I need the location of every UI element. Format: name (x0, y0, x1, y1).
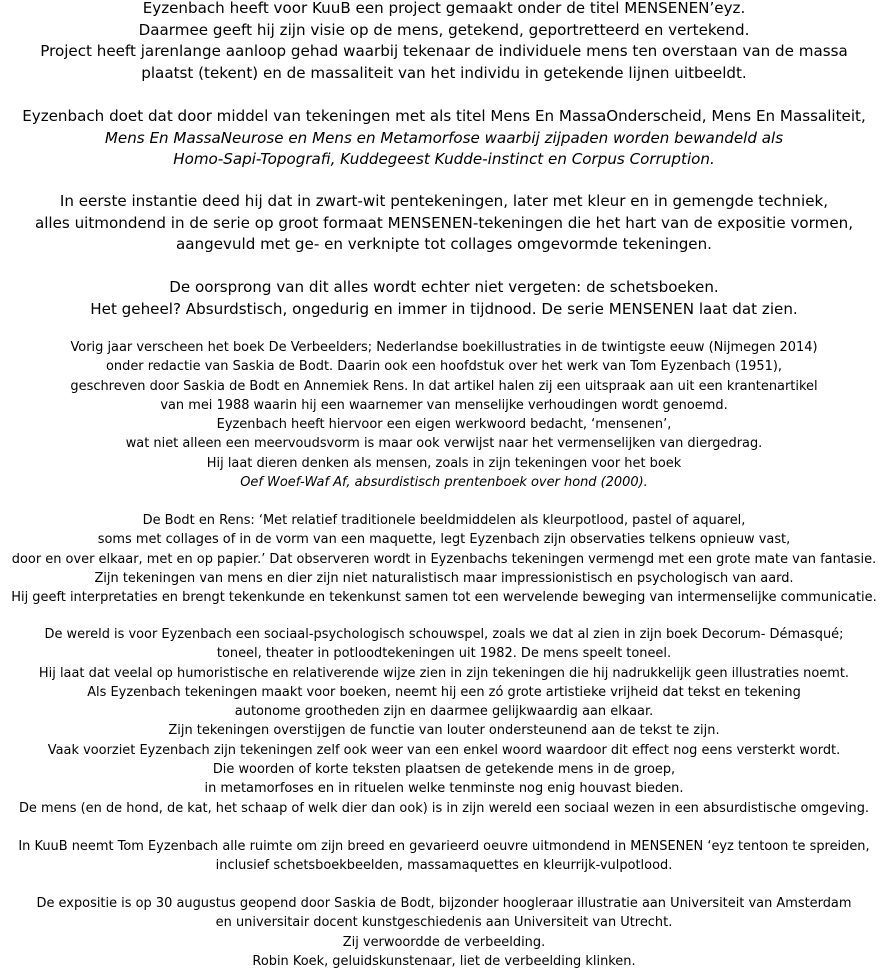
text-line: Robin Koek, geluidskunstenaar, liet de verbeelding klinken. (252, 953, 636, 969)
text-line: De wereld is voor Eyzenbach een sociaal-psychologisch schouwspel, zoals we dat al zien in zijn boek Decorum- Démasqué; (44, 627, 844, 642)
paragraph-titles (0, 106, 888, 171)
text-line: Eyzenbach doet dat door middel van tekeningen met als titel Mens En MassaOnderscheid, Mens En Massaliteit, (22, 107, 866, 125)
paragraph-kuub (0, 837, 888, 876)
paragraph-world (0, 625, 888, 818)
paragraph-quote (0, 511, 888, 607)
text-line: wat niet alleen een meervoudsvorm is maar ook verwijst naar het vermenselijken van diergedrag. (125, 436, 763, 452)
text-line: Eyzenbach heeft hiervoor een eigen werkwoord bedacht, ‘mensenen’, (216, 417, 672, 433)
text-line: Zijn tekeningen overstijgen de functie van louter ondersteunend aan de tekst te zijn. (168, 723, 720, 739)
paragraph-book (0, 338, 888, 492)
text-line-italic: Homo-Sapi-Topografi, Kuddegeest Kudde-instinct en Corpus Corruption. (173, 150, 715, 168)
text-line: In KuuB neemt Tom Eyzenbach alle ruimte om zijn breed en gevarieerd oeuvre uitmondend in MENSENEN ‘eyz tentoon te spreiden, (18, 839, 870, 854)
text-line: Hij laat dat veelal op humoristische en relativerende wijze zien in zijn tekeningen die hij nadrukkelijk geen illustraties noemt. (38, 665, 850, 681)
text-line: Daarmee geeft hij zijn visie op de mens, getekend, geportretteerd en vertekend. (138, 20, 750, 39)
paragraph-opening (0, 894, 888, 971)
text-line-italic: Oef Woef-Waf Af, absurdistisch prentenboek over hond (2000). (240, 475, 648, 491)
text-line: Vorig jaar verscheen het boek De Verbeelders; Nederlandse boekillustraties in de twintigste eeuw (Nijmegen 2014) (70, 340, 818, 355)
text-line: In eerste instantie deed hij dat in zwart-wit pentekeningen, later met kleur en in gemengde techniek, (59, 192, 829, 210)
text-line: Hij laat dieren denken als mensen, zoals in zijn tekeningen voor het boek (206, 455, 682, 471)
text-line: en universitair docent kunstgeschiedenis aan Universiteit van Utrecht. (215, 915, 673, 931)
text-line: van mei 1988 waarin hij een waarnemer van menselijke verhoudingen wordt genoemd. (160, 397, 728, 413)
text-line: Eyzenbach heeft voor KuuB een project gemaakt onder de titel MENSENEN’eyz. (142, 0, 746, 17)
text-line: onder redactie van Saskia de Bodt. Daarin ook een hoofdstuk over het werk van Tom Eyzenbach (1951), (105, 359, 783, 375)
text-line: door en over elkaar, met en op papier.’ Dat observeren wordt in Eyzenbachs tekeningen vermengd met een grote mate van fantasie. (11, 551, 877, 567)
text-line: Die woorden of korte teksten plaatsen de getekende mens in de groep, (212, 762, 676, 778)
text-line: Zij verwoordde de verbeelding. (342, 934, 546, 950)
text-line: Zijn tekeningen van mens en dier zijn niet naturalistisch maar impressionistisch en psychologisch van aard. (94, 570, 794, 586)
text-line: Vaak voorziet Eyzenbach zijn tekeningen zelf ook weer van een enkel woord waardoor dit effect nog eens versterkt wordt. (47, 742, 841, 758)
text-line: Hij geeft interpretaties en brengt tekenkunde en tekenkunst samen tot een wervelende beweging van intermenselijke communicatie. (11, 590, 877, 606)
text-line: alles uitmondend in de serie op groot formaat MENSENEN-tekeningen die het hart van de expositie vormen, (34, 213, 854, 232)
text-line: Het geheel? Absurdstisch, ongedurig en immer in tijdnood. De serie MENSENEN laat dat zien. (90, 299, 798, 318)
text-line: inclusief schetsboekbeelden, massamaquettes en kleurrijk-vulpotlood. (215, 858, 673, 874)
text-line: De expositie is op 30 augustus geopend door Saskia de Bodt, bijzonder hoogleraar illustratie aan Universiteit van Amsterdam (36, 896, 852, 911)
text-line: in metamorfoses en in rituelen welke tenminste nog enig houvast bieden. (204, 781, 684, 797)
text-line: geschreven door Saskia de Bodt en Annemiek Rens. In dat artikel halen zij een uitspraak aan uit een krantenartikel (70, 378, 818, 394)
text-line: toneel, theater in potloodtekeningen uit 1982. De mens speelt toneel. (216, 646, 672, 662)
text-line: Project heeft jarenlange aanloop gehad waarbij tekenaar de individuele mens ten overstaan van de massa (40, 42, 848, 60)
text-line: aangevuld met ge- en verknipte tot collages omgevormde tekeningen. (176, 235, 712, 253)
text-line: De mens (en de hond, de kat, het schaap of welk dier dan ook) is in zijn wereld een sociaal wezen in een absurdistische omgeving. (18, 800, 870, 816)
text-line: De oorsprong van dit alles wordt echter niet vergeten: de schetsboeken. (169, 278, 719, 296)
text-line: Als Eyzenbach tekeningen maakt voor boeken, neemt hij een zó grote artistieke vrijheid dat tekst en tekening (87, 684, 801, 700)
paragraph-origin (0, 277, 888, 320)
text-line: plaatst (tekent) en de massaliteit van het individu in getekende lijnen uitbeeldt. (141, 63, 747, 82)
text-line-italic: Mens En MassaNeurose en Mens en Metamorfose waarbij zijpaden worden bewandeld als (104, 128, 784, 147)
paragraph-intro (0, 0, 888, 84)
text-line: autonome grootheden zijn en daarmee gelijkwaardig aan elkaar. (234, 704, 654, 720)
text-line: De Bodt en Rens: ‘Met relatief traditionele beeldmiddelen als kleurpotlood, pastel of aquarel, (142, 513, 746, 528)
text-line: soms met collages of in de vorm van een maquette, legt Eyzenbach zijn observaties telkens opnieuw vast, (97, 532, 791, 548)
paragraph-technique (0, 191, 888, 256)
